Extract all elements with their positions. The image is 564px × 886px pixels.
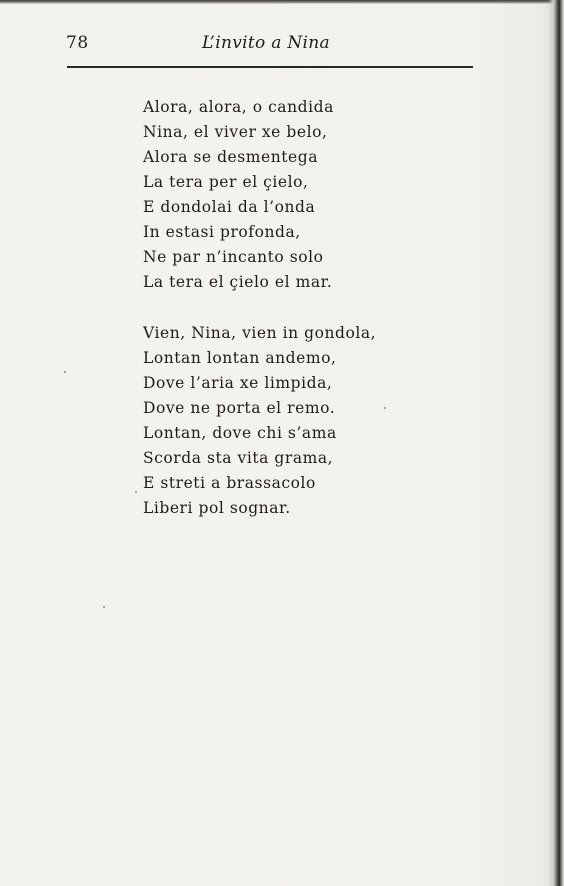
verse-line: Scorda sta vita grama, xyxy=(143,449,334,467)
verse-line: Dove l’aria xe limpida, xyxy=(143,374,333,392)
running-title: L’invito a Nina xyxy=(202,33,330,53)
paper-speck xyxy=(64,371,66,373)
page-number: 78 xyxy=(66,33,89,53)
verse-line: La tera per el çielo, xyxy=(143,173,309,191)
verse-line: In estasi profonda, xyxy=(143,223,301,241)
stanza-1 xyxy=(143,95,334,295)
verse-line: Dove ne porta el remo. xyxy=(143,399,336,417)
verse-line: Lontan, dove chi s’ama xyxy=(143,424,337,442)
verse-line: Alora, alora, o candida xyxy=(143,98,334,116)
paper-speck xyxy=(384,407,386,409)
verse-line: Vien, Nina, vien in gondola, xyxy=(143,324,377,342)
verse-line: E streti a brassacolo xyxy=(143,474,316,492)
paper-speck xyxy=(135,491,137,493)
header-rule xyxy=(67,66,473,68)
verse-line: Lontan lontan andemo, xyxy=(143,349,337,367)
verse-line: E dondolai da l’onda xyxy=(143,198,316,216)
verse-line: Liberi pol sognar. xyxy=(143,499,291,517)
verse-line: Nina, el viver xe belo, xyxy=(143,123,328,141)
verse-line: La tera el çielo el mar. xyxy=(143,273,333,291)
verse-line: Ne par n’incanto solo xyxy=(143,248,324,266)
page-top-shadow xyxy=(0,0,564,4)
stanza-2 xyxy=(143,321,376,521)
verse-line: Alora se desmentega xyxy=(143,148,319,166)
book-binding-edge xyxy=(548,0,564,886)
paper-speck xyxy=(103,606,105,608)
